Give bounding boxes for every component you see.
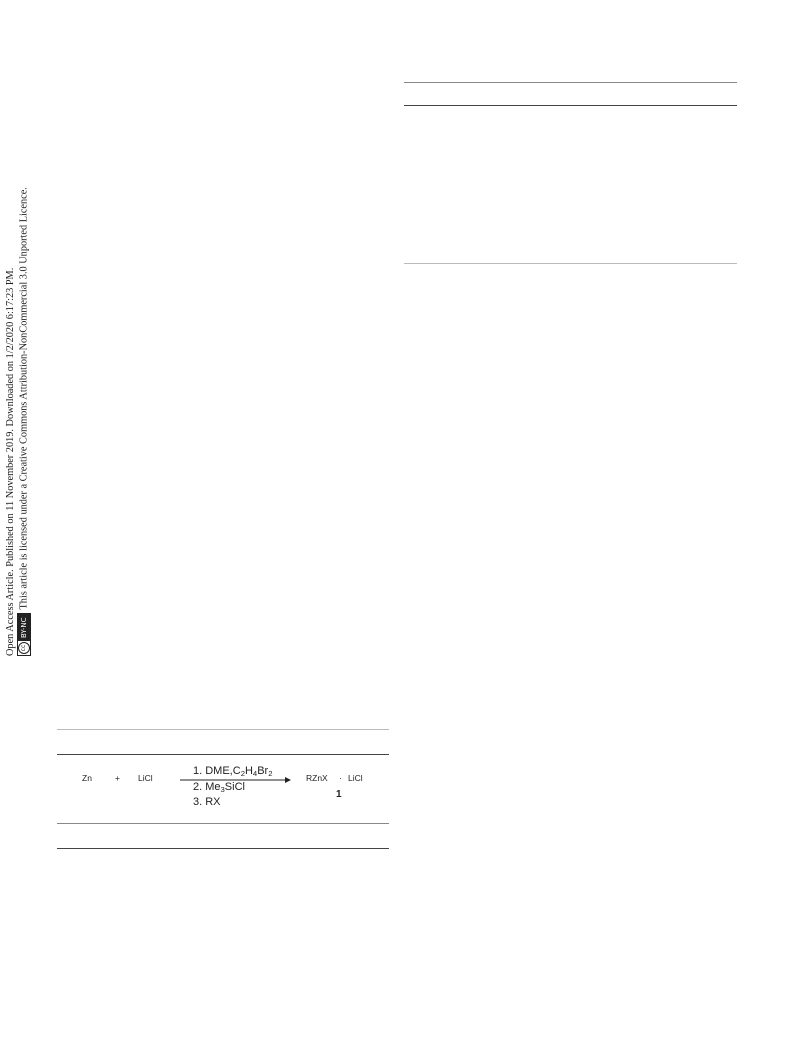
condition-step-3: 3. RX (193, 796, 221, 808)
cc-license-badge[interactable] (17, 613, 31, 656)
scheme-bottom-rule (57, 848, 389, 849)
cc-badge-text: BY-NC (18, 614, 30, 641)
right-table-top-rule (404, 82, 737, 83)
right-table-bottom-rule (404, 263, 737, 264)
reactant-zn: Zn (82, 773, 92, 783)
compound-number: 1 (336, 789, 342, 800)
product-dot: · (339, 773, 342, 783)
license-side-note (4, 16, 40, 656)
product-licl: LiCl (348, 773, 363, 783)
scheme-top-rule (57, 729, 389, 730)
license-text[interactable]: This article is licensed under a Creative Commons Attribution-NonCommercial 3.0 Unported Licence. (18, 187, 30, 610)
scheme-lower-rule (57, 823, 389, 824)
license-note (17, 16, 31, 656)
condition-step-1: 1. $DME,C_2H_4Br_2$ (193, 765, 273, 778)
cc-icon: cc (18, 642, 30, 654)
product-rznx: RZnX (306, 773, 328, 783)
reactant-licl: LiCl (138, 773, 153, 783)
publication-note: Open Access Article. Published on 11 November 2019. Downloaded on 1/2/2020 6:17:23 PM. (5, 267, 16, 656)
right-table-header-rule (404, 105, 737, 106)
scheme-upper-rule (57, 754, 389, 755)
plus-sign: + (115, 773, 120, 783)
condition-step-2: 2. $Me_3SiCl$ (193, 781, 245, 794)
